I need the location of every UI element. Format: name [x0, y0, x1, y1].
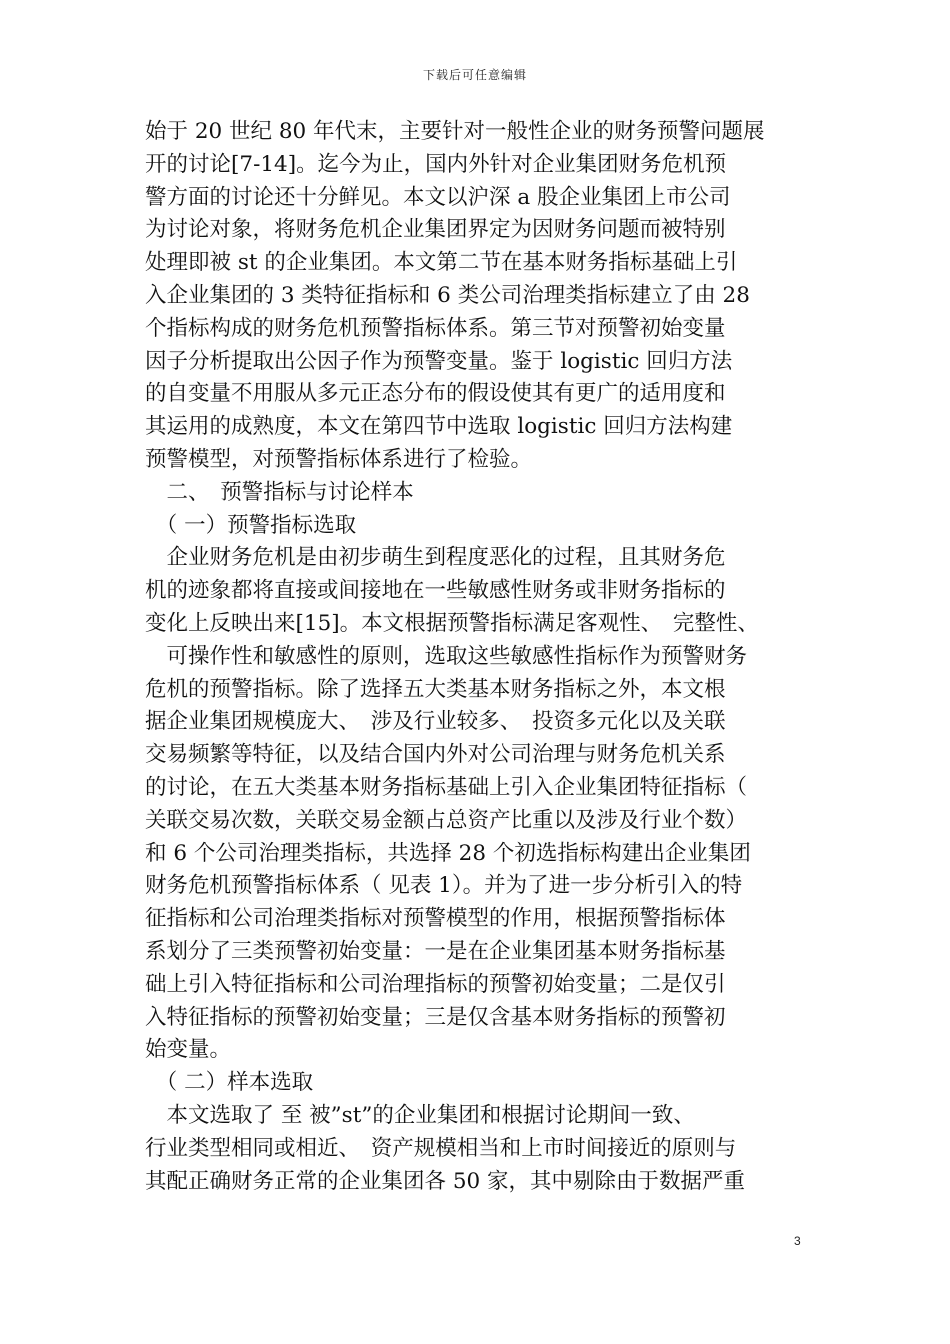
text-line: 预警模型，对预警指标体系进行了检验。 — [145, 446, 533, 472]
subsection-heading: （ 一）预警指标选取 — [145, 512, 357, 538]
text-line: 交易频繁等特征，以及结合国内外对公司治理与财务危机关系 — [145, 742, 726, 768]
text-line: 据企业集团规模庞大、 涉及行业较多、 投资多元化以及关联 — [145, 709, 726, 735]
text-line: 础上引入特征指标和公司治理指标的预警初始变量；二是仅引 — [145, 971, 726, 997]
text-line: 和 6 个公司治理类指标，共选择 28 个初选指标构建出企业集团 — [145, 840, 751, 866]
text-line: 始于 20 世纪 80 年代末，主要针对一般性企业的财务预警问题展 — [145, 119, 765, 144]
text-line: 处理即被 st 的企业集团。本文第二节在基本财务指标基础上引 — [145, 250, 738, 276]
text-line: 危机的预警指标。除了选择五大类基本财务指标之外，本文根 — [145, 676, 726, 702]
text-line: 个指标构成的财务危机预警指标体系。第三节对预警初始变量 — [145, 315, 726, 341]
text-line: 其运用的成熟度，本文在第四节中选取 logistic 回归方法构建 — [145, 414, 733, 440]
text-line: 的讨论，在五大类基本财务指标基础上引入企业集团特征指标（ — [145, 774, 748, 800]
text-line: 因子分析提取出公因子作为预警变量。鉴于 logistic 回归方法 — [145, 348, 733, 374]
text-line: 征指标和公司治理类指标对预警模型的作用，根据预警指标体 — [145, 906, 726, 932]
text-line: 财务危机预警指标体系（ 见表 1）。并为了进一步分析引入的特 — [145, 873, 743, 899]
text-line: 企业财务危机是由初步萌生到程度恶化的过程，且其财务危 — [145, 545, 726, 571]
text-line: 为讨论对象，将财务危机企业集团界定为因财务问题而被特别 — [145, 217, 726, 243]
subsection-heading: （ 二）样本选取 — [145, 1070, 314, 1096]
text-line: 系划分了三类预警初始变量：一是在企业集团基本财务指标基 — [145, 938, 726, 964]
page-header: 下载后可任意编辑 — [422, 68, 527, 82]
text-line: 可操作性和敏感性的原则，选取这些敏感性指标作为预警财务 — [145, 643, 748, 669]
text-line: 的自变量不用服从多元正态分布的假设使其有更广的适用度和 — [145, 381, 726, 407]
section-heading: 二、 预警指标与讨论样本 — [145, 479, 414, 505]
text-line: 警方面的讨论还十分鲜见。本文以沪深 a 股企业集团上市公司 — [145, 184, 731, 210]
text-line: 行业类型相同或相近、 资产规模相当和上市时间接近的原则与 — [145, 1135, 737, 1161]
page-number: 3 — [794, 1234, 801, 1248]
text-line: 开的讨论[7-14]。迄今为止，国内外针对企业集团财务危机预 — [145, 151, 727, 177]
text-line: 本文选取了 至 被”st”的企业集团和根据讨论期间一致、 — [145, 1102, 695, 1128]
text-line: 关联交易次数，关联交易金额占总资产比重以及涉及行业个数） — [145, 807, 748, 833]
text-line: 入特征指标的预警初始变量；三是仅含基本财务指标的预警初 — [145, 1004, 726, 1030]
text-line: 始变量。 — [145, 1037, 232, 1063]
text-line: 机的迹象都将直接或间接地在一些敏感性财务或非财务指标的 — [145, 578, 726, 604]
text-line: 其配正确财务正常的企业集团各 50 家，其中剔除由于数据严重 — [145, 1168, 746, 1194]
document-body — [145, 116, 805, 1198]
text-line: 变化上反映出来[15]。本文根据预警指标满足客观性、 完整性、 — [145, 610, 759, 636]
text-line: 入企业集团的 3 类特征指标和 6 类公司治理类指标建立了由 28 — [145, 282, 750, 308]
